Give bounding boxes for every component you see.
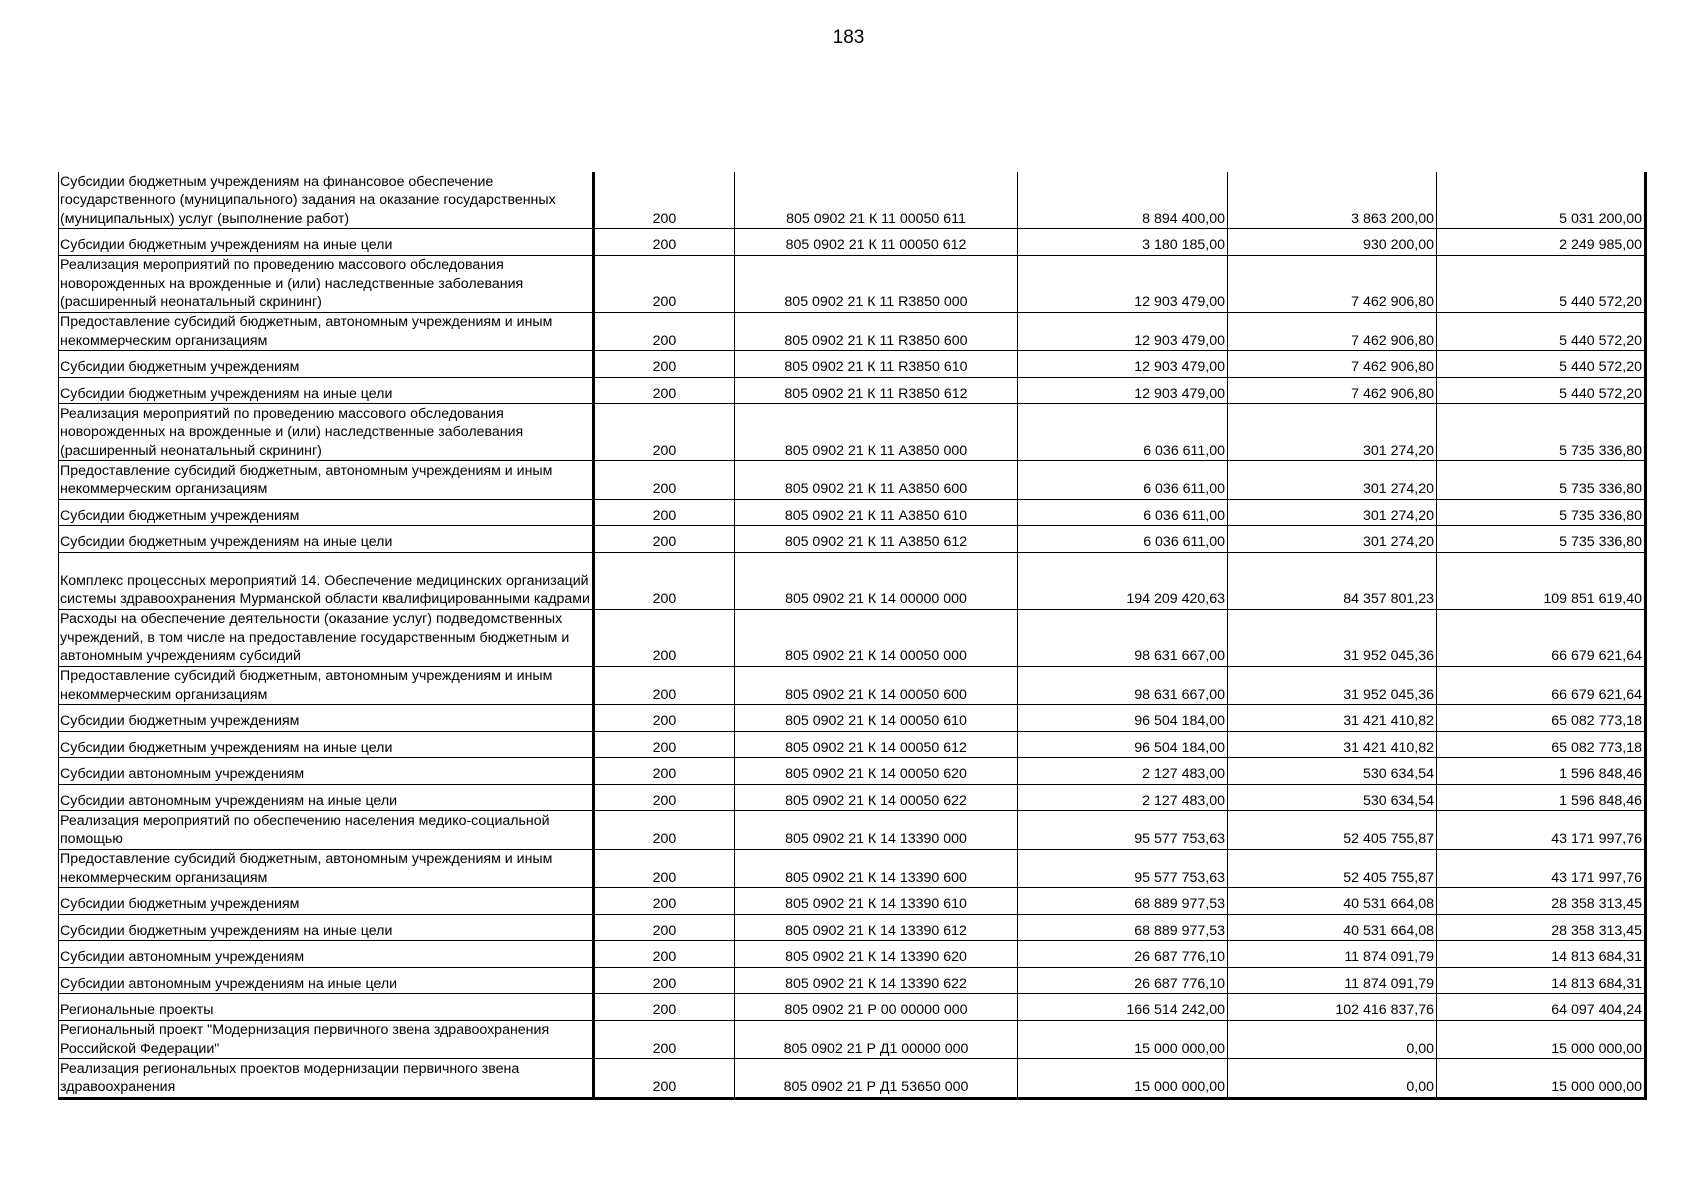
row-classification: 805 0902 21 Р 00 00000 000 (735, 994, 1018, 1021)
row-value-3: 65 082 773,18 (1437, 705, 1646, 732)
row-code: 200 (594, 784, 735, 811)
row-value-2: 52 405 755,87 (1228, 849, 1437, 888)
row-name: Субсидии автономным учреждениям на иные цели (59, 784, 594, 811)
row-value-2: 11 874 091,79 (1228, 941, 1437, 968)
row-value-2: 930 200,00 (1228, 229, 1437, 256)
row-value-1: 12 903 479,00 (1018, 351, 1228, 378)
row-classification: 805 0902 21 К 14 13390 000 (735, 811, 1018, 850)
row-value-2: 84 357 801,23 (1228, 552, 1437, 609)
row-classification: 805 0902 21 К 14 00050 600 (735, 666, 1018, 705)
row-code: 200 (594, 967, 735, 994)
row-value-2: 40 531 664,08 (1228, 914, 1437, 941)
row-code: 200 (594, 914, 735, 941)
row-value-2: 530 634,54 (1228, 784, 1437, 811)
row-value-1: 26 687 776,10 (1018, 967, 1228, 994)
row-value-3: 5 735 336,80 (1437, 499, 1646, 526)
row-name: Субсидии бюджетным учреждениям на финансовое обеспечение государственного (муниципального) задания на оказание государственных (муниципальных) услуг (выполнение работ) (59, 172, 594, 229)
row-code: 200 (594, 705, 735, 732)
row-name: Предоставление субсидий бюджетным, автономным учреждениям и иным некоммерческим организациям (59, 849, 594, 888)
row-value-2: 0,00 (1228, 1059, 1437, 1099)
row-code: 200 (594, 1020, 735, 1059)
row-name: Субсидии автономным учреждениям (59, 758, 594, 785)
row-value-3: 5 440 572,20 (1437, 312, 1646, 351)
row-name: Предоставление субсидий бюджетным, автономным учреждениям и иным некоммерческим организациям (59, 666, 594, 705)
row-name: Субсидии бюджетным учреждениям на иные цели (59, 526, 594, 553)
row-value-1: 6 036 611,00 (1018, 404, 1228, 461)
row-name: Субсидии бюджетным учреждениям (59, 888, 594, 915)
row-value-2: 31 421 410,82 (1228, 705, 1437, 732)
row-value-2: 530 634,54 (1228, 758, 1437, 785)
row-value-1: 98 631 667,00 (1018, 609, 1228, 666)
row-name: Реализация региональных проектов модернизации первичного звена здравоохранения (59, 1059, 594, 1099)
row-code: 200 (594, 526, 735, 553)
row-value-2: 301 274,20 (1228, 499, 1437, 526)
row-value-2: 52 405 755,87 (1228, 811, 1437, 850)
row-code: 200 (594, 312, 735, 351)
row-classification: 805 0902 21 К 11 А3850 610 (735, 499, 1018, 526)
row-value-1: 15 000 000,00 (1018, 1020, 1228, 1059)
row-code: 200 (594, 888, 735, 915)
row-code: 200 (594, 731, 735, 758)
row-code: 200 (594, 499, 735, 526)
row-value-2: 7 462 906,80 (1228, 255, 1437, 312)
row-value-1: 6 036 611,00 (1018, 499, 1228, 526)
row-classification: 805 0902 21 К 11 А3850 000 (735, 404, 1018, 461)
row-classification: 805 0902 21 К 14 00050 610 (735, 705, 1018, 732)
row-value-1: 2 127 483,00 (1018, 758, 1228, 785)
budget-table-body (59, 172, 1646, 1098)
table-row (59, 172, 1646, 229)
row-code: 200 (594, 552, 735, 609)
row-value-3: 5 440 572,20 (1437, 255, 1646, 312)
table-row (59, 811, 1646, 850)
table-row (59, 1059, 1646, 1099)
row-classification: 805 0902 21 Р Д1 00000 000 (735, 1020, 1018, 1059)
row-code: 200 (594, 255, 735, 312)
row-code: 200 (594, 172, 735, 229)
table-row (59, 552, 1646, 609)
row-value-1: 8 894 400,00 (1018, 172, 1228, 229)
row-value-1: 98 631 667,00 (1018, 666, 1228, 705)
row-name: Реализация мероприятий по обеспечению населения медико-социальной помощью (59, 811, 594, 850)
row-classification: 805 0902 21 К 14 00050 622 (735, 784, 1018, 811)
row-value-3: 43 171 997,76 (1437, 849, 1646, 888)
row-value-2: 102 416 837,76 (1228, 994, 1437, 1021)
table-row (59, 914, 1646, 941)
table-row (59, 312, 1646, 351)
row-value-3: 14 813 684,31 (1437, 967, 1646, 994)
row-value-3: 1 596 848,46 (1437, 758, 1646, 785)
row-value-3: 5 440 572,20 (1437, 377, 1646, 404)
row-classification: 805 0902 21 К 14 13390 600 (735, 849, 1018, 888)
row-value-2: 7 462 906,80 (1228, 377, 1437, 404)
row-value-2: 40 531 664,08 (1228, 888, 1437, 915)
table-row (59, 888, 1646, 915)
page-number: 183 (832, 27, 865, 48)
row-code: 200 (594, 1059, 735, 1099)
row-classification: 805 0902 21 К 14 13390 610 (735, 888, 1018, 915)
table-row (59, 499, 1646, 526)
row-classification: 805 0902 21 К 11 R3850 610 (735, 351, 1018, 378)
row-value-2: 3 863 200,00 (1228, 172, 1437, 229)
row-value-3: 15 000 000,00 (1437, 1059, 1646, 1099)
row-value-2: 7 462 906,80 (1228, 312, 1437, 351)
row-name: Субсидии бюджетным учреждениям на иные цели (59, 377, 594, 404)
row-name: Субсидии автономным учреждениям на иные цели (59, 967, 594, 994)
row-code: 200 (594, 609, 735, 666)
row-value-1: 68 889 977,53 (1018, 888, 1228, 915)
row-value-1: 12 903 479,00 (1018, 312, 1228, 351)
row-value-3: 28 358 313,45 (1437, 888, 1646, 915)
table-row (59, 967, 1646, 994)
row-value-2: 301 274,20 (1228, 526, 1437, 553)
row-value-3: 109 851 619,40 (1437, 552, 1646, 609)
row-classification: 805 0902 21 К 11 00050 612 (735, 229, 1018, 256)
row-value-1: 95 577 753,63 (1018, 811, 1228, 850)
table-row (59, 255, 1646, 312)
table-row (59, 784, 1646, 811)
row-value-3: 5 735 336,80 (1437, 461, 1646, 500)
row-code: 200 (594, 811, 735, 850)
table-row (59, 1020, 1646, 1059)
row-value-2: 301 274,20 (1228, 404, 1437, 461)
row-name: Региональный проект "Модернизация первичного звена здравоохранения Российской Федерации" (59, 1020, 594, 1059)
row-value-3: 14 813 684,31 (1437, 941, 1646, 968)
row-name: Региональные проекты (59, 994, 594, 1021)
table-row (59, 229, 1646, 256)
row-name: Предоставление субсидий бюджетным, автономным учреждениям и иным некоммерческим организациям (59, 461, 594, 500)
row-code: 200 (594, 229, 735, 256)
row-code: 200 (594, 461, 735, 500)
row-value-2: 31 952 045,36 (1228, 609, 1437, 666)
row-classification: 805 0902 21 Р Д1 53650 000 (735, 1059, 1018, 1099)
table-row (59, 526, 1646, 553)
row-value-1: 26 687 776,10 (1018, 941, 1228, 968)
row-name: Субсидии бюджетным учреждениям на иные цели (59, 731, 594, 758)
row-classification: 805 0902 21 К 14 00000 000 (735, 552, 1018, 609)
row-code: 200 (594, 351, 735, 378)
row-value-3: 66 679 621,64 (1437, 609, 1646, 666)
row-code: 200 (594, 849, 735, 888)
row-value-3: 65 082 773,18 (1437, 731, 1646, 758)
row-classification: 805 0902 21 К 11 R3850 612 (735, 377, 1018, 404)
row-value-2: 11 874 091,79 (1228, 967, 1437, 994)
row-classification: 805 0902 21 К 11 R3850 000 (735, 255, 1018, 312)
row-name: Субсидии бюджетным учреждениям (59, 705, 594, 732)
table-row (59, 461, 1646, 500)
row-value-1: 6 036 611,00 (1018, 526, 1228, 553)
row-classification: 805 0902 21 К 14 00050 612 (735, 731, 1018, 758)
row-name: Субсидии бюджетным учреждениям (59, 351, 594, 378)
row-classification: 805 0902 21 К 11 R3850 600 (735, 312, 1018, 351)
row-value-2: 0,00 (1228, 1020, 1437, 1059)
row-value-3: 5 440 572,20 (1437, 351, 1646, 378)
row-value-3: 5 031 200,00 (1437, 172, 1646, 229)
row-value-3: 43 171 997,76 (1437, 811, 1646, 850)
row-classification: 805 0902 21 К 11 00050 611 (735, 172, 1018, 229)
row-value-1: 166 514 242,00 (1018, 994, 1228, 1021)
table-row (59, 758, 1646, 785)
row-value-1: 15 000 000,00 (1018, 1059, 1228, 1099)
table-row (59, 666, 1646, 705)
row-value-1: 96 504 184,00 (1018, 705, 1228, 732)
row-value-3: 5 735 336,80 (1437, 526, 1646, 553)
row-value-1: 95 577 753,63 (1018, 849, 1228, 888)
row-classification: 805 0902 21 К 14 00050 620 (735, 758, 1018, 785)
table-row (59, 994, 1646, 1021)
row-value-2: 31 421 410,82 (1228, 731, 1437, 758)
row-value-3: 1 596 848,46 (1437, 784, 1646, 811)
row-code: 200 (594, 404, 735, 461)
row-classification: 805 0902 21 К 11 А3850 600 (735, 461, 1018, 500)
row-classification: 805 0902 21 К 14 13390 620 (735, 941, 1018, 968)
row-name: Субсидии бюджетным учреждениям на иные цели (59, 914, 594, 941)
row-name: Расходы на обеспечение деятельности (оказание услуг) подведомственных учреждений, в том числе на предоставление государственным бюджетным и автономным учреждениям субсидий (59, 609, 594, 666)
row-value-3: 2 249 985,00 (1437, 229, 1646, 256)
row-value-3: 66 679 621,64 (1437, 666, 1646, 705)
row-value-1: 12 903 479,00 (1018, 255, 1228, 312)
row-name: Реализация мероприятий по проведению массового обследования новорожденных на врожденные и (или) наследственные заболевания (расширенный неонатальный скрининг) (59, 404, 594, 461)
row-value-1: 6 036 611,00 (1018, 461, 1228, 500)
table-row (59, 941, 1646, 968)
row-name: Субсидии бюджетным учреждениям (59, 499, 594, 526)
row-classification: 805 0902 21 К 14 13390 612 (735, 914, 1018, 941)
row-value-3: 28 358 313,45 (1437, 914, 1646, 941)
table-row (59, 404, 1646, 461)
row-code: 200 (594, 994, 735, 1021)
row-classification: 805 0902 21 К 11 А3850 612 (735, 526, 1018, 553)
row-value-1: 194 209 420,63 (1018, 552, 1228, 609)
table-row (59, 377, 1646, 404)
row-name: Субсидии автономным учреждениям (59, 941, 594, 968)
row-value-3: 64 097 404,24 (1437, 994, 1646, 1021)
row-code: 200 (594, 941, 735, 968)
table-row (59, 705, 1646, 732)
row-value-1: 2 127 483,00 (1018, 784, 1228, 811)
row-classification: 805 0902 21 К 14 00050 000 (735, 609, 1018, 666)
row-value-3: 5 735 336,80 (1437, 404, 1646, 461)
table-row (59, 731, 1646, 758)
row-name: Субсидии бюджетным учреждениям на иные цели (59, 229, 594, 256)
row-name: Реализация мероприятий по проведению массового обследования новорожденных на врожденные и (или) наследственные заболевания (расширенный неонатальный скрининг) (59, 255, 594, 312)
row-code: 200 (594, 377, 735, 404)
row-name: Комплекс процессных мероприятий 14. Обеспечение медицинских организаций системы здравоохранения Мурманской области квалифицированными кадрами (59, 552, 594, 609)
budget-table (58, 172, 1647, 1100)
table-row (59, 351, 1646, 378)
row-value-1: 3 180 185,00 (1018, 229, 1228, 256)
row-value-2: 7 462 906,80 (1228, 351, 1437, 378)
row-value-1: 68 889 977,53 (1018, 914, 1228, 941)
table-row (59, 849, 1646, 888)
row-name: Предоставление субсидий бюджетным, автономным учреждениям и иным некоммерческим организациям (59, 312, 594, 351)
row-value-1: 96 504 184,00 (1018, 731, 1228, 758)
table-row (59, 609, 1646, 666)
row-code: 200 (594, 666, 735, 705)
row-value-3: 15 000 000,00 (1437, 1020, 1646, 1059)
row-value-2: 301 274,20 (1228, 461, 1437, 500)
row-value-1: 12 903 479,00 (1018, 377, 1228, 404)
row-classification: 805 0902 21 К 14 13390 622 (735, 967, 1018, 994)
row-code: 200 (594, 758, 735, 785)
row-value-2: 31 952 045,36 (1228, 666, 1437, 705)
